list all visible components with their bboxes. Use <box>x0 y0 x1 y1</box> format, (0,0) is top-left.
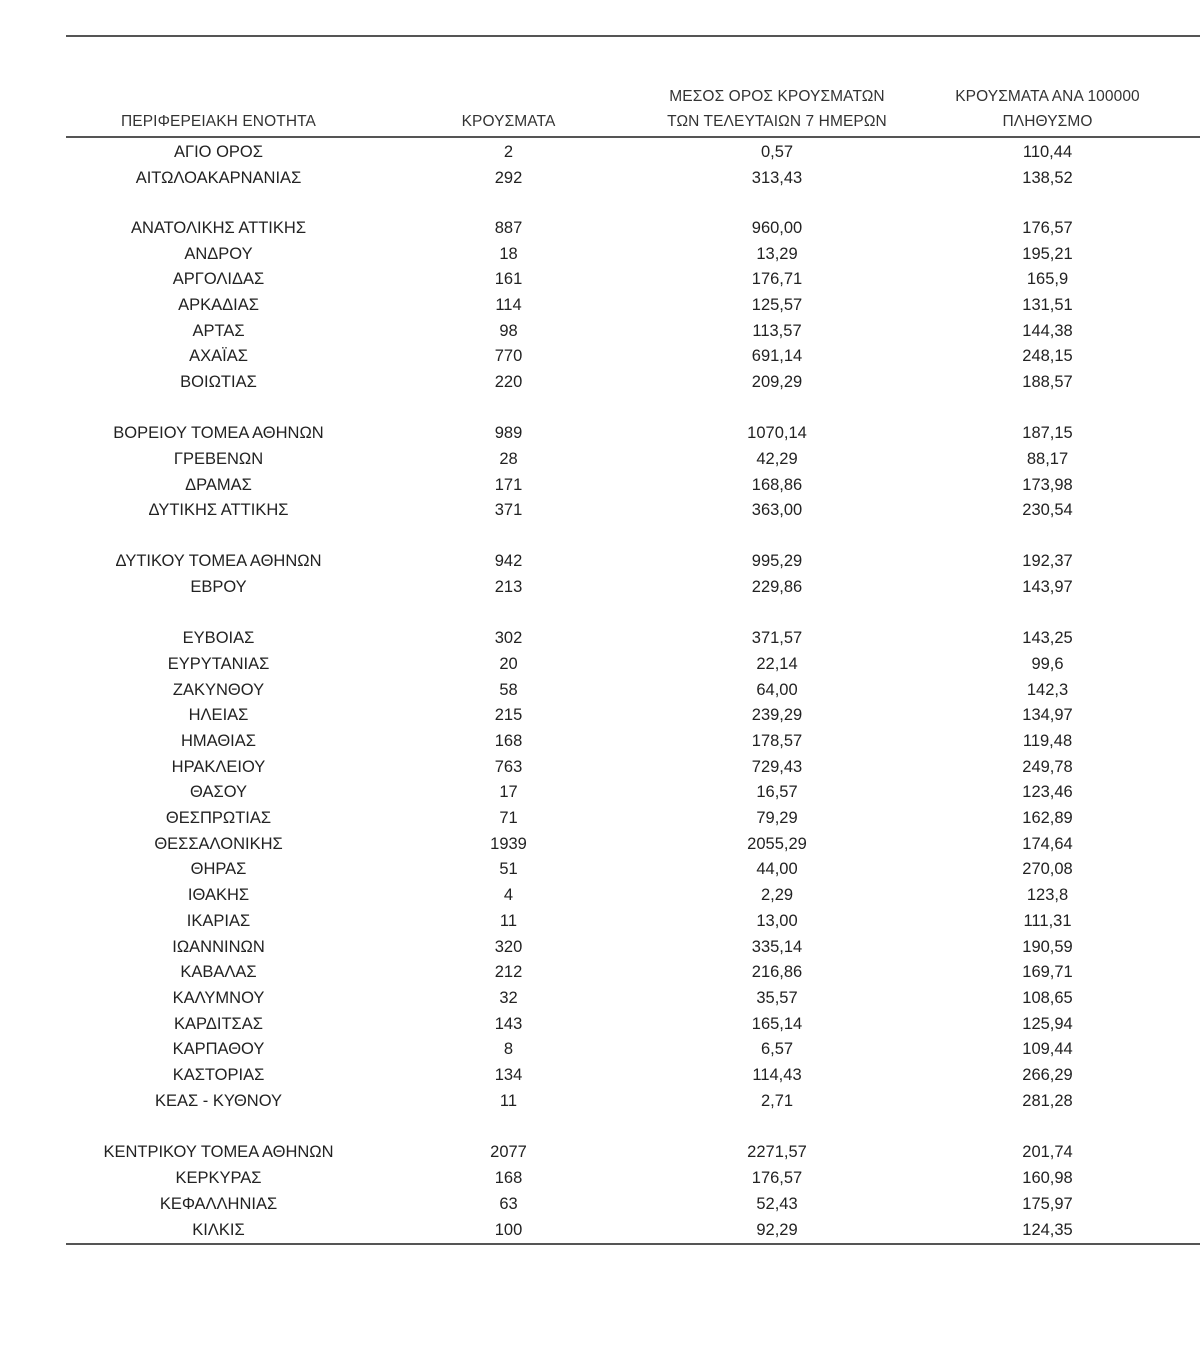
cell-avg7: 114,43 <box>752 1066 802 1084</box>
cell-avg7: 125,57 <box>751 296 803 314</box>
cell-per100k: 187,15 <box>1022 424 1073 442</box>
cell-region: ΙΚΑΡΙΑΣ <box>186 912 251 930</box>
cell-avg7: 0,57 <box>760 143 794 161</box>
cell-region: ΒΟΡΕΙΟΥ ΤΟΜΕΑ ΑΘΗΝΩΝ <box>113 424 324 442</box>
cell-avg7: 168,86 <box>751 476 803 494</box>
cell-per100k: 160,98 <box>1022 1169 1073 1187</box>
cell-per100k: 201,74 <box>1022 1143 1073 1161</box>
cell-avg7: 176,71 <box>751 270 803 288</box>
cell-per100k: 165,9 <box>1026 270 1069 288</box>
table-row <box>66 242 1200 268</box>
table-row <box>66 166 1200 192</box>
cell-region: ΚΕΡΚΥΡΑΣ <box>175 1169 262 1187</box>
cell-per100k: 144,38 <box>1022 322 1073 340</box>
table-row <box>66 1037 1200 1063</box>
cell-per100k: 173,98 <box>1022 476 1073 494</box>
cell-per100k: 192,37 <box>1022 552 1073 570</box>
header-avg7 <box>636 84 918 134</box>
cell-region: ΙΩΑΝΝΙΝΩΝ <box>172 938 265 956</box>
cell-region: ΑΡΤΑΣ <box>192 322 245 340</box>
cell-avg7: 363,00 <box>751 501 803 519</box>
cell-region: ΔΥΤΙΚΟΥ ΤΟΜΕΑ ΑΘΗΝΩΝ <box>115 552 322 570</box>
cell-avg7: 44,00 <box>756 860 798 878</box>
table-row <box>66 293 1200 319</box>
top-rule <box>66 35 1200 37</box>
table-row <box>66 319 1200 345</box>
cell-region: ΒΟΙΩΤΙΑΣ <box>180 373 257 391</box>
cell-cases: 2077 <box>490 1143 527 1161</box>
cell-region: ΑΧΑΪΑΣ <box>189 347 248 365</box>
cell-cases: 1939 <box>490 835 527 853</box>
header-avg7-line1: ΜΕΣΟΣ ΟΡΟΣ ΚΡΟΥΣΜΑΤΩΝ <box>669 88 885 105</box>
cell-cases: 98 <box>499 322 518 340</box>
table-row <box>66 832 1200 858</box>
table-row <box>66 1166 1200 1192</box>
table-row <box>66 549 1200 575</box>
header-per100k-line2: ΠΛΗΘΥΣΜΟ <box>1002 113 1093 130</box>
cell-region: ΔΡΑΜΑΣ <box>185 476 252 494</box>
cell-avg7: 371,57 <box>751 629 803 647</box>
cell-cases: 11 <box>499 912 518 930</box>
cell-region: ΑΙΤΩΛΟΑΚΑΡΝΑΝΙΑΣ <box>135 169 302 187</box>
table-row <box>66 1218 1200 1244</box>
header-region <box>86 109 351 134</box>
cell-avg7: 209,29 <box>751 373 803 391</box>
header-region-label: ΠΕΡΙΦΕΡΕΙΑΚΗ ΕΝΟΤΗΤΑ <box>121 113 316 130</box>
cell-per100k: 281,28 <box>1022 1092 1073 1110</box>
cell-region: ΚΑΡΠΑΘΟΥ <box>172 1040 265 1058</box>
cell-avg7: 2,29 <box>760 886 794 904</box>
cell-per100k: 111,31 <box>1023 912 1072 930</box>
cell-avg7: 113,57 <box>752 322 802 340</box>
cell-cases: 371 <box>494 501 523 519</box>
cell-region: ΘΕΣΣΑΛΟΝΙΚΗΣ <box>154 835 283 853</box>
cell-avg7: 229,86 <box>751 578 803 596</box>
cell-cases: 2 <box>503 143 514 161</box>
table-row <box>66 729 1200 755</box>
cell-avg7: 22,14 <box>756 655 798 673</box>
cell-avg7: 35,57 <box>756 989 798 1007</box>
cell-region: ΘΑΣΟΥ <box>189 783 248 801</box>
cell-cases: 32 <box>499 989 518 1007</box>
cell-region: ΓΡΕΒΕΝΩΝ <box>173 450 264 468</box>
cell-region: ΚΑΣΤΟΡΙΑΣ <box>172 1066 265 1084</box>
header-per100k <box>921 84 1174 134</box>
cell-region: ΚΕΝΤΡΙΚΟΥ ΤΟΜΕΑ ΑΘΗΝΩΝ <box>103 1143 334 1161</box>
cell-cases: 168 <box>494 1169 523 1187</box>
cell-avg7: 216,86 <box>751 963 803 981</box>
cell-region: ΑΝΔΡΟΥ <box>184 245 253 263</box>
table-row <box>66 421 1200 447</box>
table-row <box>66 473 1200 499</box>
table-row <box>66 267 1200 293</box>
cell-region: ΗΜΑΘΙΑΣ <box>181 732 256 750</box>
table-row <box>66 1192 1200 1218</box>
table-header <box>66 88 1200 138</box>
cell-cases: 11 <box>499 1092 518 1110</box>
cell-cases: 18 <box>499 245 518 263</box>
cell-cases: 292 <box>494 169 523 187</box>
cell-cases: 143 <box>494 1015 523 1033</box>
cell-per100k: 162,89 <box>1022 809 1073 827</box>
table-row <box>66 883 1200 909</box>
cell-per100k: 109,44 <box>1022 1040 1073 1058</box>
cell-region: ΚΑΡΔΙΤΣΑΣ <box>174 1015 263 1033</box>
cell-region: ΚΙΛΚΙΣ <box>192 1221 245 1239</box>
cell-per100k: 125,94 <box>1022 1015 1073 1033</box>
table-row <box>66 575 1200 601</box>
cell-cases: 989 <box>494 424 523 442</box>
cell-cases: 212 <box>494 963 523 981</box>
cell-region: ΚΑΛΥΜΝΟΥ <box>172 989 265 1007</box>
cell-cases: 220 <box>494 373 523 391</box>
cell-per100k: 142,3 <box>1026 681 1069 699</box>
cell-avg7: 13,00 <box>756 912 798 930</box>
cell-per100k: 143,97 <box>1022 578 1073 596</box>
cell-region: ΗΡΑΚΛΕΙΟΥ <box>171 758 266 776</box>
table-row <box>66 780 1200 806</box>
table-row <box>66 678 1200 704</box>
cell-avg7: 92,29 <box>756 1221 798 1239</box>
cell-per100k: 190,59 <box>1022 938 1073 956</box>
cell-per100k: 230,54 <box>1022 501 1073 519</box>
cell-region: ΘΕΣΠΡΩΤΙΑΣ <box>165 809 272 827</box>
table-row <box>66 498 1200 524</box>
table-row <box>66 935 1200 961</box>
cell-avg7: 64,00 <box>756 681 798 699</box>
cell-per100k: 249,78 <box>1022 758 1073 776</box>
table-row <box>66 1063 1200 1089</box>
cell-region: ΕΥΡΥΤΑΝΙΑΣ <box>167 655 270 673</box>
cell-avg7: 178,57 <box>751 732 803 750</box>
cell-avg7: 335,14 <box>751 938 803 956</box>
cell-per100k: 123,46 <box>1022 783 1073 801</box>
cell-avg7: 79,29 <box>756 809 798 827</box>
cell-per100k: 266,29 <box>1022 1066 1073 1084</box>
header-avg7-line2: ΤΩΝ ΤΕΛΕΥΤΑΙΩΝ 7 ΗΜΕΡΩΝ <box>667 113 887 130</box>
table-row <box>66 986 1200 1012</box>
cell-per100k: 143,25 <box>1022 629 1073 647</box>
cell-avg7: 239,29 <box>751 706 803 724</box>
table-row <box>66 857 1200 883</box>
cell-cases: 71 <box>499 809 518 827</box>
cell-region: ΘΗΡΑΣ <box>190 860 247 878</box>
table-row <box>66 960 1200 986</box>
cell-region: ΑΡΓΟΛΙΔΑΣ <box>172 270 265 288</box>
cell-avg7: 165,14 <box>751 1015 803 1033</box>
cell-per100k: 176,57 <box>1022 219 1073 237</box>
cell-cases: 171 <box>494 476 523 494</box>
cell-per100k: 108,65 <box>1022 989 1073 1007</box>
cell-per100k: 248,15 <box>1022 347 1073 365</box>
cell-per100k: 88,17 <box>1026 450 1069 468</box>
cell-region: ΑΓΙΟ ΟΡΟΣ <box>174 143 263 161</box>
cell-avg7: 995,29 <box>751 552 803 570</box>
cell-per100k: 169,71 <box>1022 963 1073 981</box>
cell-per100k: 175,97 <box>1022 1195 1073 1213</box>
cell-cases: 770 <box>494 347 523 365</box>
table-row <box>66 806 1200 832</box>
cell-per100k: 119,48 <box>1022 732 1073 750</box>
table-row <box>66 1012 1200 1038</box>
cell-avg7: 2271,57 <box>747 1143 807 1161</box>
table-row <box>66 216 1200 242</box>
cell-region: ΖΑΚΥΝΘΟΥ <box>172 681 265 699</box>
table-row <box>66 703 1200 729</box>
cell-cases: 215 <box>494 706 523 724</box>
cell-region: ΔΥΤΙΚΗΣ ΑΤΤΙΚΗΣ <box>148 501 289 519</box>
cell-per100k: 110,44 <box>1022 143 1073 161</box>
table-row <box>66 370 1200 396</box>
cell-avg7: 176,57 <box>751 1169 803 1187</box>
cell-region: ΑΝΑΤΟΛΙΚΗΣ ΑΤΤΙΚΗΣ <box>130 219 307 237</box>
cell-avg7: 960,00 <box>751 219 803 237</box>
cell-avg7: 2,71 <box>760 1092 794 1110</box>
cell-cases: 20 <box>499 655 518 673</box>
cell-per100k: 131,51 <box>1022 296 1073 314</box>
header-cases-label: ΚΡΟΥΣΜΑΤΑ <box>461 113 556 130</box>
cell-avg7: 729,43 <box>751 758 803 776</box>
table-body <box>66 140 1200 1245</box>
cell-avg7: 52,43 <box>756 1195 798 1213</box>
cell-region: ΚΕΦΑΛΛΗΝΙΑΣ <box>159 1195 278 1213</box>
cell-region: ΕΒΡΟΥ <box>190 578 247 596</box>
cell-cases: 763 <box>494 758 523 776</box>
cell-per100k: 195,21 <box>1022 245 1073 263</box>
cell-per100k: 270,08 <box>1022 860 1073 878</box>
cell-per100k: 124,35 <box>1022 1221 1073 1239</box>
cell-avg7: 313,43 <box>751 169 803 187</box>
cell-avg7: 1070,14 <box>747 424 807 442</box>
cell-cases: 161 <box>494 270 523 288</box>
cell-cases: 213 <box>494 578 523 596</box>
cell-cases: 4 <box>503 886 514 904</box>
cell-per100k: 174,64 <box>1022 835 1073 853</box>
cell-cases: 887 <box>494 219 523 237</box>
cell-cases: 168 <box>494 732 523 750</box>
table-row <box>66 1089 1200 1115</box>
cell-region: ΚΕΑΣ - ΚΥΘΝΟΥ <box>154 1092 283 1110</box>
header-cases <box>411 109 606 134</box>
table-row <box>66 344 1200 370</box>
cell-cases: 302 <box>494 629 523 647</box>
cell-region: ΚΑΒΑΛΑΣ <box>180 963 257 981</box>
cell-avg7: 13,29 <box>756 245 798 263</box>
cell-cases: 100 <box>494 1221 523 1239</box>
cell-region: ΑΡΚΑΔΙΑΣ <box>178 296 259 314</box>
cell-cases: 63 <box>499 1195 518 1213</box>
cell-region: ΙΘΑΚΗΣ <box>187 886 250 904</box>
table-row <box>66 626 1200 652</box>
cell-per100k: 134,97 <box>1022 706 1073 724</box>
cell-per100k: 123,8 <box>1026 886 1069 904</box>
cell-region: ΗΛΕΙΑΣ <box>188 706 249 724</box>
table-row <box>66 1140 1200 1166</box>
cell-cases: 58 <box>499 681 518 699</box>
cell-region: ΕΥΒΟΙΑΣ <box>182 629 255 647</box>
cell-per100k: 138,52 <box>1022 169 1073 187</box>
cell-avg7: 2055,29 <box>747 835 807 853</box>
table-row <box>66 755 1200 781</box>
cell-per100k: 99,6 <box>1031 655 1064 673</box>
cell-avg7: 691,14 <box>751 347 803 365</box>
cell-cases: 942 <box>494 552 523 570</box>
cell-cases: 51 <box>499 860 518 878</box>
cell-per100k: 188,57 <box>1022 373 1073 391</box>
cell-cases: 8 <box>503 1040 514 1058</box>
table-row <box>66 140 1200 166</box>
cell-cases: 17 <box>499 783 518 801</box>
table-row <box>66 652 1200 678</box>
cell-cases: 134 <box>494 1066 523 1084</box>
cell-avg7: 42,29 <box>756 450 798 468</box>
cell-avg7: 16,57 <box>756 783 798 801</box>
header-per100k-line1: ΚΡΟΥΣΜΑΤΑ ΑΝΑ 100000 <box>955 88 1140 105</box>
table-row <box>66 447 1200 473</box>
cell-cases: 28 <box>499 450 518 468</box>
cell-avg7: 6,57 <box>760 1040 794 1058</box>
cell-cases: 320 <box>494 938 523 956</box>
cell-cases: 114 <box>495 296 522 314</box>
table-row <box>66 909 1200 935</box>
